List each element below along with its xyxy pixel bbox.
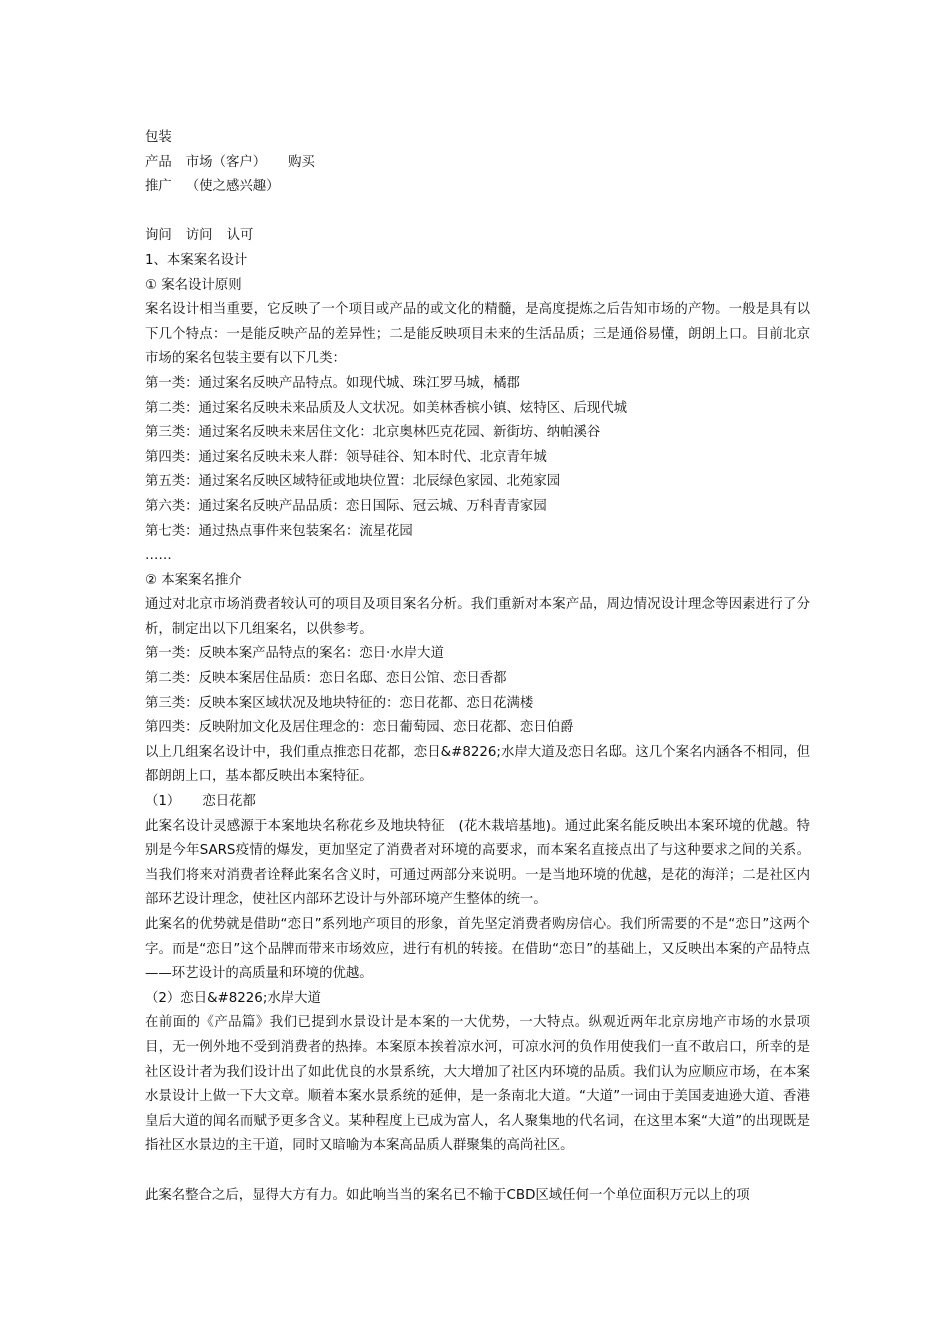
recommendation-paragraph: 通过对北京市场消费者较认可的项目及项目案名分析。我们重新对本案产品，周边情况设计理念等因素进行了分析，制定出以下几组案名，以供参考。 [145, 597, 810, 637]
label-product: 产品 [145, 154, 172, 170]
label-inquire: 询问 [145, 228, 172, 244]
header-line-packaging [145, 126, 810, 151]
label-market: 市场（客户） [185, 154, 267, 170]
principles-paragraph: 案名设计相当重要，它反映了一个项目或产品的或文化的精髓，是高度提炼之后告知市场的产物。一般是具有以下几个特点：一是能反映产品的差异性；二是能反映项目未来的生活品质；三是通俗易懂，朗朗上口。目前北京市场的案名包装主要有以下几类： [145, 302, 810, 367]
category-5: 第五类：通过案名反映区域特征或地块位置：北辰绿色家园、北苑家园 [145, 474, 561, 490]
label-approve: 认可 [226, 228, 254, 244]
label-visit: 访问 [185, 228, 213, 244]
header-line-flow [145, 151, 810, 176]
subsection-principles: ① 案名设计原则 [145, 277, 242, 293]
blank-line [145, 200, 810, 225]
label-interest: （使之感兴趣） [185, 179, 280, 195]
category-3: 第三类：通过案名反映未来居住文化：北京奥林匹克花园、新街坊、纳帕溪谷 [145, 425, 601, 441]
ellipsis: …… [145, 548, 172, 564]
item-2-heading: （2）恋日&#8226;水岸大道 [145, 990, 321, 1006]
item-2-paragraph-1: 在前面的《产品篇》我们已提到水景设计是本案的一大优势，一大特点。纵观近两年北京房地产市场的水景项目，无一例外地不受到消费者的热捧。本案原本挨着凉水河，可凉水河的负作用使我们一直不敢启口，所幸的是社区设计者为我们设计出了如此优良的水景系统，大大增加了社区内环境的品质。我们认为应顺应市场，在本案水景设计上做一下大文章。顺着本案水景系统的延伸，是一条南北大道。“大道”一词由于美国麦迪逊大道、香港皇后大道的闻名而赋予更多含义。某种程度上已成为富人，名人聚集地的代名词，在这里本案“大道”的出现既是指社区水景边的主干道，同时又暗喻为本案高品质人群聚集的高尚社区。 [145, 1015, 810, 1154]
item-1-title: 恋日花都 [202, 794, 256, 810]
item-1-heading [145, 790, 810, 815]
category-2: 第二类：通过案名反映未来品质及人文状况。如美林香槟小镇、炫特区、后现代城 [145, 400, 628, 416]
label-promotion: 推广 [145, 179, 172, 195]
header-line-promotion [145, 175, 810, 200]
recommendation-4: 第四类：反映附加文化及居住理念的：恋日葡萄园、恋日花都、恋日伯爵 [145, 720, 574, 736]
recommendation-2: 第二类：反映本案居住品质：恋日名邸、恋日公馆、恋日香都 [145, 671, 507, 687]
category-6: 第六类：通过案名反映产品品质：恋日国际、冠云城、万科青青家园 [145, 498, 547, 514]
blank-line [145, 1159, 810, 1184]
subsection-recommendation: ② 本案案名推介 [145, 572, 242, 588]
item-2-paragraph-2: 此案名整合之后，显得大方有力。如此响当当的案名已不输于CBD区域任何一个单位面积万元以上的项 [145, 1187, 750, 1203]
label-packaging: 包装 [145, 130, 172, 145]
category-4: 第四类：通过案名反映未来人群：领导硅谷、知本时代、北京青年城 [145, 449, 547, 465]
item-1-paragraph-1: 此案名设计灵感源于本案地块名称花乡及地块特征 (花木栽培基地)。通过此案名能反映出本案环境的优越。特别是今年SARS疫情的爆发，更加坚定了消费者对环境的高要求，而本案名直接点出了与这种要求之间的关系。当我们将来对消费者诠释此案名含义时，可通过两部分来说明。一是当地环境的优越，是花的海洋；二是社区内部环艺设计理念，使社区内部环艺设计与外部环境产生整体的统一。 [145, 818, 810, 908]
section-heading: 1、本案案名设计 [145, 252, 248, 268]
recommendation-3: 第三类：反映本案区域状况及地块特征的：恋日花都、恋日花满楼 [145, 695, 534, 711]
item-1-paragraph-2: 此案名的优势就是借助“恋日”系列地产项目的形象，首先坚定消费者购房信心。我们所需要的不是“恋日”这两个字。而是“恋日”这个品牌而带来市场效应，进行有机的转接。在借助“恋日”的基础上，又反映出本案的产品特点——环艺设计的高质量和环境的优越。 [145, 917, 810, 982]
summary-paragraph: 以上几组案名设计中，我们重点推恋日花都，恋日&#8226;水岸大道及恋日名邸。这几个案名内涵各不相同，但都朗朗上口，基本都反映出本案特征。 [145, 744, 810, 785]
label-purchase: 购买 [288, 154, 315, 170]
item-1-number: （1） [145, 794, 181, 810]
header-line-inquiry [145, 224, 810, 249]
recommendation-1: 第一类：反映本案产品特点的案名：恋日·水岸大道 [145, 646, 444, 662]
document-page [145, 126, 810, 1208]
category-7: 第七类：通过热点事件来包装案名：流星花园 [145, 523, 413, 539]
category-1: 第一类：通过案名反映产品特点。如现代城、珠江罗马城，橘郡 [145, 375, 520, 391]
